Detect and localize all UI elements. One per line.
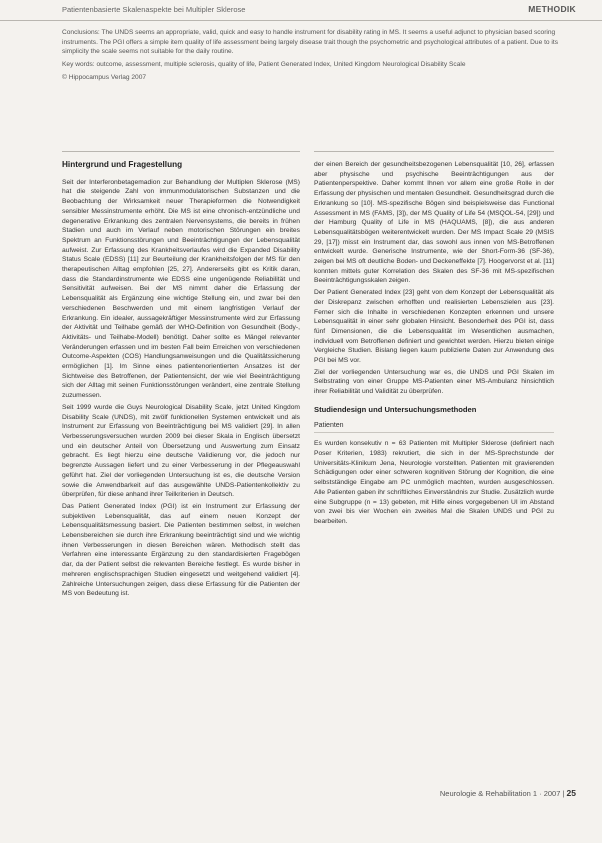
abstract-conclusion: Conclusions: The UNDS seems an appropriate, valid, quick and easy to handle instrument for disability rating in MS. It seems a useful adjunct to physician based scoring instruments. The PGI offers a simple item quality of life assessment being largely disease trait though the psychometric and psychological attributes of a patient. Due to its simplicity the scale seems not suitable for the daily routine. (62, 29, 559, 56)
patients-paragraph: Es wurden konsekutiv n = 63 Patienten mit Multipler Sklerose (definiert nach Poser Kriterien, 1983) rekrutiert, die sich in der MS-Sprechstunde der Universitäts-Klinikum Jena, Neurologie vorstellten. Patienten mit gravierenden Schädigungen oder einer schweren kognitiven Störung der Kognition, die eine selbstständige Eingabe am PC unmöglich machten, wurden ausgeschlossen. Alle Patienten gaben ihr schriftliches Einverständnis zur Studie. Zusätzlich wurde eine Subgruppe (n = 13) gebeten, mit Hilfe eines vorgegebenen UI im Abstand von zwei bis vier Wochen ein zweites Mal die Skalen UNDS und PGI zu bearbeiten. (314, 440, 554, 525)
running-header (0, 0, 602, 21)
left-paragraph-2: Seit 1999 wurde die Guys Neurological Disability Scale, jetzt United Kingdom Disability Scale (UNDS), mit zwölf funktionellen Systemen entwickelt und als Instrument zur Erfassung von Beeinträchtigung bei MS validiert [29]. In allen Verbesserungsversuchen wurden 2009 bei dieser Skala in Englisch übersetzt und ein deutscher Anteil von Übersetzung und Auswertung zum Einsatz gebracht. Es liegt hierzu eine deutsche Validierung vor, die jedoch nur begrenzte Aussagen liefert und zu einer Verbesserung in der Pflegeauswahl geführt hat. Ziel der vorliegenden Untersuchung ist es, die deutsche Version sowie die Anwendbarkeit auf das ausgewählte UNDS-Patientenkollektiv zu überprüfen, für diese anhand ihrer Teilkriterien in Deutsch. (62, 403, 300, 499)
divider-left (62, 151, 300, 152)
right-paragraph-1: der einen Bereich der gesundheitsbezogenen Lebensqualität [10, 26], erfassen aber physische und psychische Beeinträchtigungen aus der Patientenperspektive. Daher kommt Ihnen vor allem eine große Rolle in der Erfassung der physischen und mentalen Gesundheit. Gesundheitsgrad durch die Erkrankung so [10]. MS-spezifische Bögen sind beispielsweise das Functional Assessment in MS (FAMS, [3]), der MS Quality of Life 54 (MSQOL-54, [29]) und der Hamburg Quality of Life in MS (HAQUAMS, [8]), die aus anderen Lebensqualitätsbögen weiterentwickelt wurden. Der MS Impact Scale 29 (MSIS 29, [17]) misst ein Instrument dar, das sowohl aus innen von MS-Betroffenen entwickelt wurde. Generische Instrumente, wie der Short-Form-36 (SF-36), zeigen bei MS oft deutliche Boden- und Deckeneffekte [7]. Hoogervorst et al. [11] konnten mittels guter Korrelation des Skalen des SF-36 mit MS-spezifischen Beeinträchtigungsskalen zeigen. (314, 161, 554, 285)
section-heading-background: Hintergrund und Fragestellung (62, 160, 183, 169)
section-heading-methods: Studiendesign und Untersuchungsmethoden (314, 404, 477, 414)
subheading-patients: Patienten (314, 421, 554, 434)
page-number: 25 (566, 788, 576, 798)
left-column (62, 160, 300, 601)
copyright-notice: © Hippocampus Verlag 2007 (62, 74, 147, 82)
section-label: METHODIK (528, 4, 576, 14)
journal-name: Neurologie & Rehabilitation 1 · 2007 (439, 789, 561, 798)
right-paragraph-2: Der Patient Generated Index [23] geht von dem Konzept der Lebensqualität als der Diskrepanz zwischen erhofften und realisierten Lebenszielen aus [23]. Ferner sich die Inhalte in verschiedenen Konzepten erkennen und unsere Lebensqualität in einer sehr globalen Hinsicht. Besonderheit des PGI ist, dass fünf Dimensionen, die die Lebensqualität im Wesentlichen ausmachen, individuell vom Betroffenen definiert und gewichtet werden. Hierzu bieten einige Vergleiche Studien. Bislang liegen kaum publizierte Daten zur Anwendung des PGI bei MS vor. (314, 289, 554, 365)
right-paragraph-3: Ziel der vorliegenden Untersuchung war es, die UNDS und PGI Skalen im Selbstrating von einer Gruppe MS-Patienten einer MS-Ambulanz hinsichtlich ihrer Reliabilität und Validität zu überprüfen. (314, 368, 554, 396)
page-footer: Neurologie & Rehabilitation 1 · 2007 | 25 (439, 788, 576, 798)
right-column (314, 160, 554, 529)
abstract-block (62, 28, 558, 86)
left-paragraph-3: Das Patient Generated Index (PGI) ist ein Instrument zur Erfassung der subjektiven Lebensqualität, das auf einem neuen Konzept der Lebensqualitätsmessung basiert. Die Patienten bestimmen selbst, in welchen Lebensbereichen sie durch ihre Erkrankung beeinträchtigt sind und wie wichtig ihnen Verbesserungen in diesen Bereichen wären. Methodisch stellt das Verfahren eine interessante Ergänzung zu den standardisierten Fragebögen dar, da der Patient selbst die relevanten Bereiche festlegt. Es wurde bisher in mehreren englischsprachigen Studien eingesetzt und weitgehend validiert [4]. Zahlreiche Untersuchungen zeigen, dass diese Erfassung für die Patienten der MS von Bedeutung ist. (62, 502, 300, 598)
running-title: Patientenbasierte Skalenaspekte bei Multipler Sklerose (62, 5, 246, 14)
abstract-keywords: Key words: outcome, assessment, multiple sclerosis, quality of life, Patient Generated Index, United Kingdom Neurological Disability Scale (62, 60, 466, 68)
divider-right (314, 151, 554, 152)
left-paragraph-1: Seit der Interferonbetagemadion zur Behandlung der Multiplen Sklerose (MS) hat die steigende Zahl von immunmodulatorischen Substanzen und die Beobachtung der Wirksamkeit neuer Therapieformen die Notwendigkeit sensibler Messinstrumente erhöht. Die MS ist eine chronisch-entzündliche und degenerative Erkrankung des zentralen Nervensystems, die bereits in frühen Stadien und auch im Verlauf neben motorischen Störungen ein breites Spektrum an Funktionsstörungen und Beeinträchtigungen der Lebensqualität aufweist. Zur Erfassung des Krankheitsverlaufes wird die Expanded Disability Status Scale (EDSS) [11] zur Beurteilung der Krankheitsfolgen der MS für den therapeutischen Alltag empfohlen [25, 27]. Andererseits gibt es Kritik daran, dass die Standardinstrumente wie EDSS eine ungenügende Reliabilität und Sensitivität aufweisen. Bei der MS nimmt daher die Erfassung der Lebensqualität als Ergänzung eine wichtige Stellung ein, und zwar bei den verschiedenen Beschwerden und mit einem langfristigen Verlauf der Erkrankung. Ein idealer, aussagekräftiger Messinstrumente wird zur Erfassung der Aktivität und Teilhabe gemäß der WHO-Definition von Gesundheit (Body-, Aktivitäts- und Teilhabe-Modell) benötigt. Daher sollte es Mängel relevanter Veränderungen erfassen und im besten Fall beim Erreichen von verschiedenen Outcome-Aspekten (COS) Handlungsanweisungen und die Qualitätssicherung ermöglichen [1]. Im Sinne eines patientenorientierten Ansatzes ist der Sichtweise des Betroffenen, der Patientensicht, der wie viel Beeinträchtigung sich der Alltag mit seinen Funktionsstörungen verändert, eine zentrale Stellung zuzumessen. (62, 178, 300, 400)
